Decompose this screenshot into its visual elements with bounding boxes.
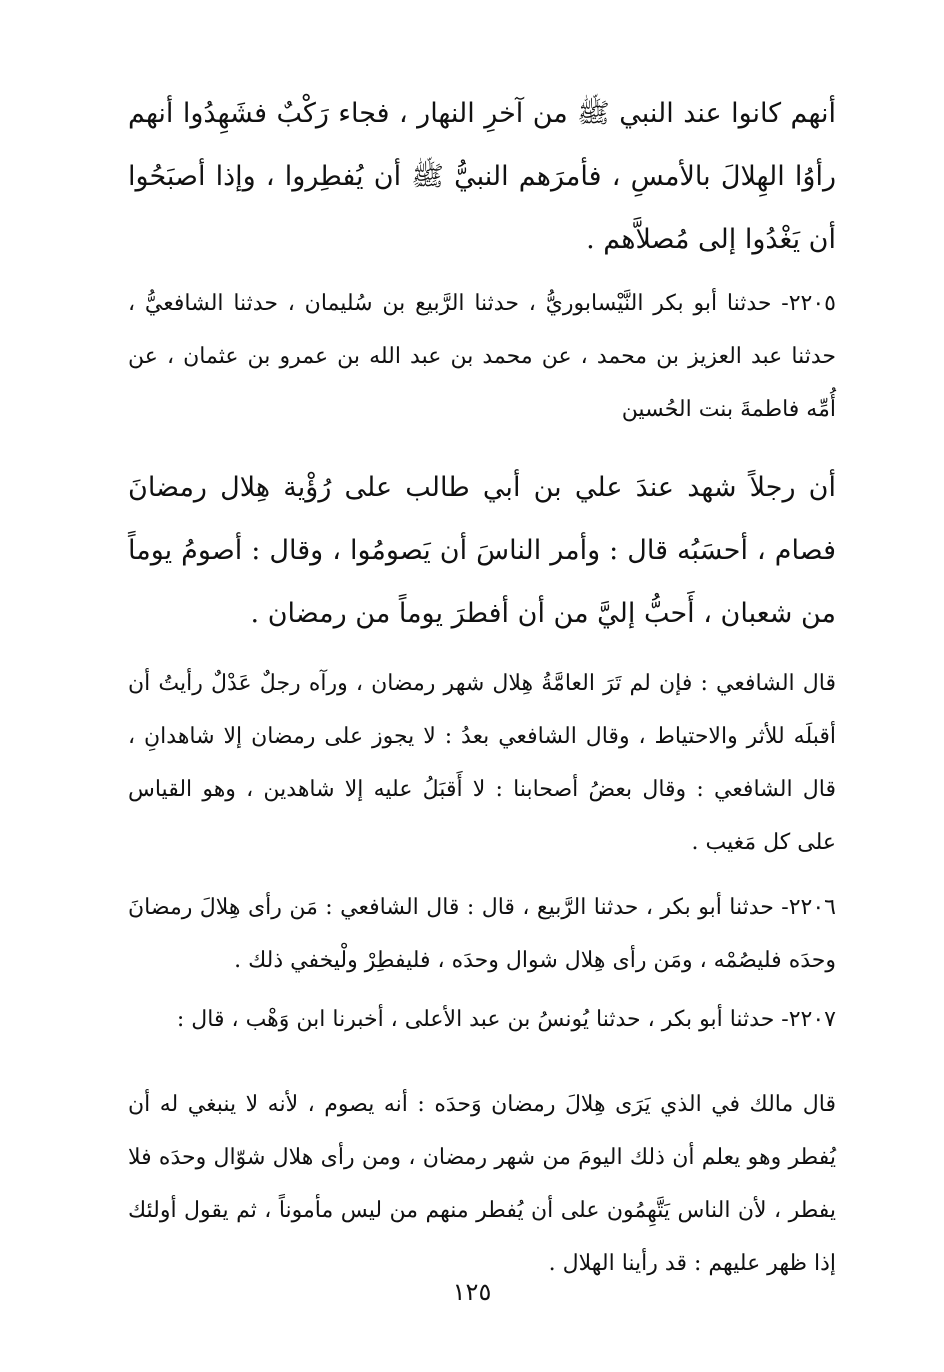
page-body bbox=[128, 82, 836, 1290]
paragraph-malik-text: قال مالك في الذي يَرَى هِلالَ رمضان وَحدَه : أنه يصوم ، لأنه لا ينبغي له أن يُفطر وهو يعلم أن ذلك اليومَ من شهر رمضان ، ومن رأى هلال شوّال وحدَه فلا يفطر ، لأن الناس يَتَّهِمُون على أن يُفطر منهم من ليس مأموناً ، ثم يقول أولئك إذا ظهر عليهم : قد رأينا الهلال . bbox=[128, 1092, 836, 1276]
paragraph-isnad-2206: ٢٢٠٦- حدثنا أبو بكر ، حدثنا الرَّبيع ، قال : قال الشافعي : مَن رأى هِلالَ رمضانَ وحدَه فليصُمْه ، ومَن رأى هِلال شوال وحدَه ، فليفطِرْ ولْيخفي ذلك . bbox=[128, 895, 836, 973]
paragraph-shafii-commentary: قال الشافعي : فإن لم تَرَ العامَّةُ هِلال شهر رمضان ، ورآه رجلٌ عَدْلٌ رأيتُ أن أقبلَه للأثر والاحتياط ، وقال الشافعي بعدُ : لا يجوز على رمضان إلا شاهدانِ ، قال الشافعي : وقال بعضُ أصحابنا : لا أَقبَلُ عليه إلا شاهدين ، وهو القياس على كل مَغيب . bbox=[128, 671, 836, 855]
paragraph-isnad-2207: ٢٢٠٧- حدثنا أبو بكر ، حدثنا يُونسُ بن عبد الأعلى ، أخبرنا ابن وَهْب ، قال : bbox=[176, 1007, 836, 1032]
paragraph-hadith-text-1: أنهم كانوا عند النبي ﷺ من آخرِ النهار ، فجاء رَكْبٌ فشَهِدُوا أنهم رأوُا الهِلالَ بالأمسِ ، فأمرَهم النبيُّ ﷺ أن يُفطِروا ، وإذا أصبَحُوا أن يَغْدُوا إلى مُصلاَّهم . bbox=[128, 98, 836, 255]
page-number: ١٢٥ bbox=[452, 1278, 492, 1306]
paragraph-hadith-text-2: أن رجلاً شهد عندَ علي بن أبي طالب على رُؤْية هِلال رمضانَ فصام ، أحسَبُه قال : وأمر الناسَ أن يَصومُوا ، وقال : أصومُ يوماً من شعبان ، أَحبُّ إليَّ من أن أفطرَ يوماً من رمضان . bbox=[128, 472, 836, 629]
paragraph-isnad-2205: ٢٢٠٥- حدثنا أبو بكر النَّيْسابوريُّ ، حدثنا الرَّبيع بن سُليمان ، حدثنا الشافعيُّ ، حدثنا عبد العزيز بن محمد ، عن محمد بن عبد الله بن عمرو بن عثمان ، عن أُمِّه فاطمةَ بنت الحُسين bbox=[128, 291, 836, 422]
